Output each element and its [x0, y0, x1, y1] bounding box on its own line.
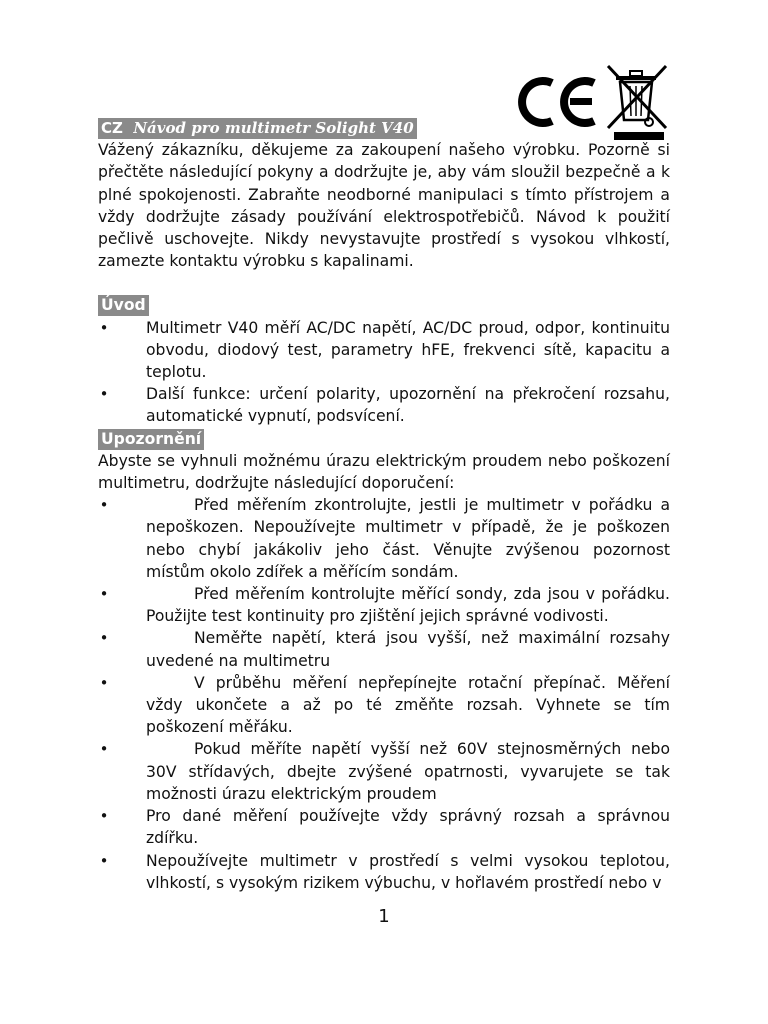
bullet-icon: •: [99, 807, 109, 826]
list-item-text: Neměřte napětí, která jsou vyšší, než maximální rozsahy uvedené na multimetru: [146, 629, 670, 670]
intro-paragraph: Vážený zákazníku, děkujeme za zakoupení našeho výrobku. Pozorně si přečtěte následující pokyny a dodržujte je, aby vám sloužil bezpečně a k plné spokojenosti. Zabraňte neodborné manipulaci s tímto přístrojem a vždy dodržujte zásady používání elektrospotřebičů. Návod k použití pečlivě uschovejte. Nikdy nevystavujte prostředí s vysokou vlhkostí, zamezte kontaktu výrobku s kapalinami.: [98, 141, 670, 271]
list-item: [98, 583, 670, 627]
list-item: [98, 850, 670, 894]
list-item: [98, 738, 670, 805]
bullet-icon: •: [99, 385, 109, 404]
list-item-text: Multimetr V40 měří AC/DC napětí, AC/DC proud, odpor, kontinuitu obvodu, diodový test, parametry hFE, frekvenci sítě, kapacitu a teplotu.: [146, 318, 670, 382]
language-code: CZ: [101, 119, 123, 137]
manual-content: [98, 117, 670, 894]
page-number: 1: [378, 906, 390, 927]
list-item: [98, 627, 670, 671]
list-item-text: Pokud měříte napětí vyšší než 60V stejnosměrných nebo 30V střídavých, dbejte zvýšené opatrnosti, vyvarujete se tak možnosti úrazu elektrickým proudem: [146, 740, 670, 803]
list-item-text: V průběhu měření nepřepínejte rotační přepínač. Měření vždy ukončete a až po té změňte rozsah. Vyhnete se tím poškození měřáku.: [146, 673, 670, 737]
section-heading-upozorneni: Upozornění: [98, 429, 204, 450]
bullet-icon: •: [99, 496, 109, 515]
bullet-icon: •: [99, 740, 109, 759]
bullet-icon: •: [99, 629, 109, 648]
list-item: [98, 672, 670, 739]
list-item-text: Před měřením zkontrolujte, jestli je multimetr v pořádku a nepoškozen. Nepoužívejte multimetr v případě, že je poškozen nebo chybí jakákoliv jeho část. Věnujte zvýšenou pozornost místům okolo zdířek a měřícím sondám.: [146, 496, 670, 581]
bullet-icon: •: [99, 318, 109, 337]
bullet-icon: •: [99, 851, 109, 870]
list-item: [98, 383, 670, 427]
list-item: [98, 494, 670, 583]
bullet-icon: •: [99, 673, 109, 692]
uvod-list: [98, 317, 670, 428]
warning-list: [98, 494, 670, 894]
list-item-text: Před měřením kontrolujte měřící sondy, zda jsou v pořádku. Použijte test kontinuity pro zjištění jejich správné vodivosti.: [146, 585, 670, 626]
list-item: [98, 317, 670, 384]
warning-lead: Abyste se vyhnuli možnému úrazu elektrickým proudem nebo poškození multimetru, dodržujte následující doporučení:: [98, 451, 670, 493]
list-item-text: Pro dané měření používejte vždy správný rozsah a správnou zdířku.: [146, 807, 670, 848]
list-item-text: Další funkce: určení polarity, upozornění na překročení rozsahu, automatické vypnutí, podsvícení.: [146, 385, 670, 426]
list-item-text: Nepoužívejte multimetr v prostředí s velmi vysokou teplotou, vlhkostí, s vysokým rizikem výbuchu, v hořlavém prostředí nebo v: [146, 851, 670, 892]
section-heading-uvod: Úvod: [98, 295, 149, 316]
list-item: [98, 805, 670, 849]
bullet-icon: •: [99, 585, 109, 604]
title-text: Návod pro multimetr Solight V40: [133, 119, 414, 137]
document-title: [98, 118, 417, 139]
